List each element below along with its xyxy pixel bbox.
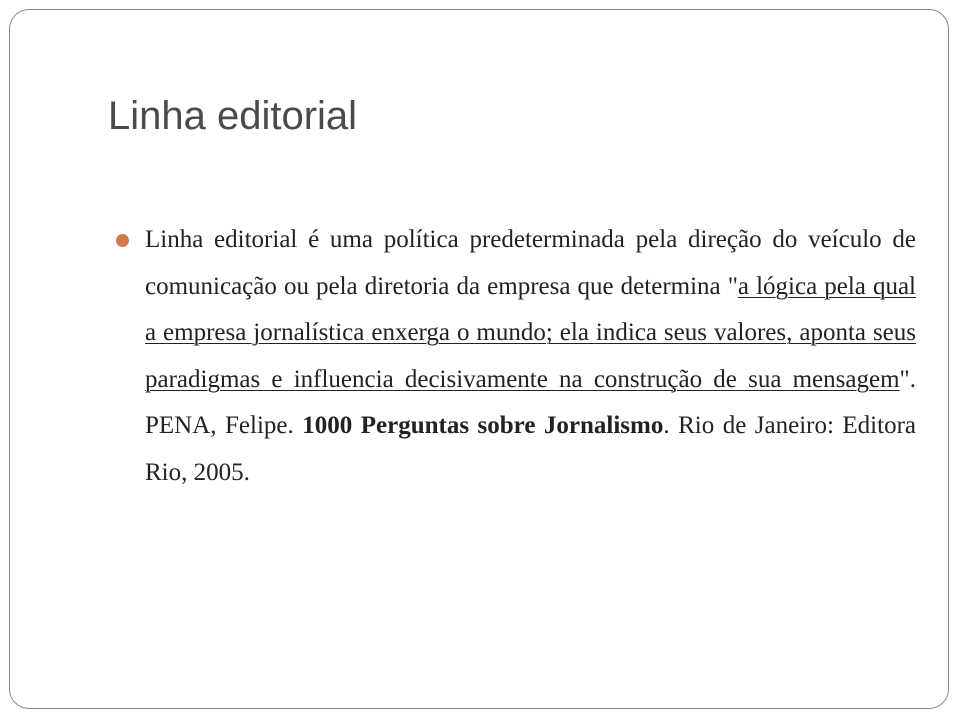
bullet-publisher: . Rio de Janeiro: Editora Rio, 2005. bbox=[145, 412, 916, 486]
bullet-intro: Linha editorial é uma política predeterminada pela direção do veículo de comunicação ou pela diretoria da empresa que determina " bbox=[145, 226, 916, 300]
bullet-text bbox=[145, 217, 916, 496]
slide bbox=[9, 9, 949, 709]
bullet-dot-icon bbox=[116, 234, 129, 247]
bullet-quote: a lógica pela qual a empresa jornalística enxerga o mundo; ela indica seus valores, aponta seus paradigmas e influencia decisivamente na construção de sua mensagem bbox=[145, 272, 916, 393]
slide-title: Linha editorial bbox=[108, 94, 358, 138]
bullet-book-title: 1000 Perguntas sobre Jornalismo bbox=[302, 412, 664, 439]
bullet-citation-author: ". PENA, Felipe. bbox=[145, 365, 916, 439]
